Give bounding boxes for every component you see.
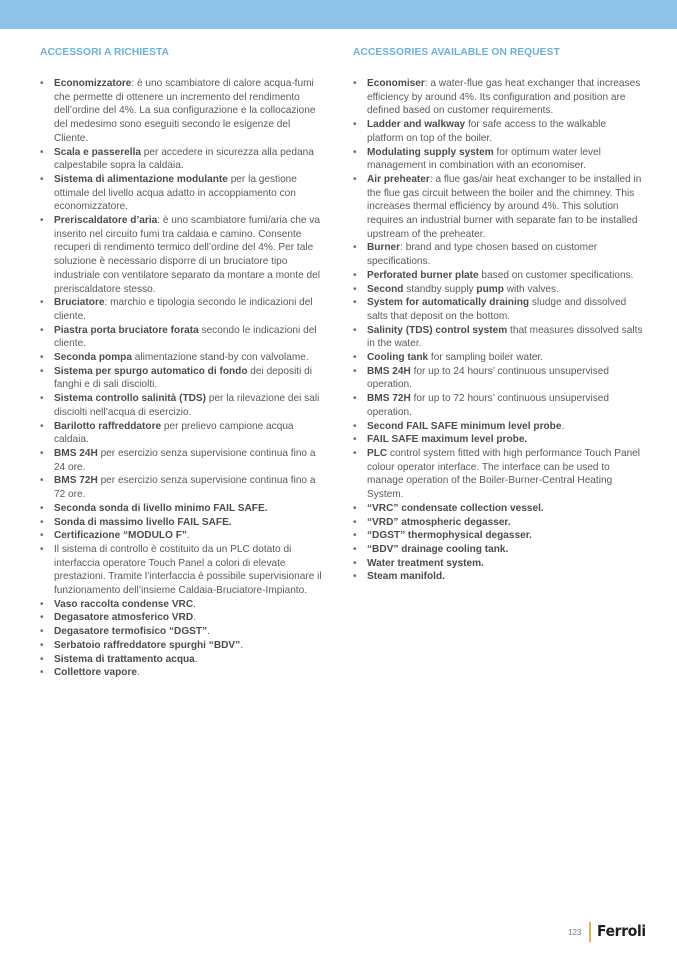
item-text: dei depositi di fanghi e di sali disciolti. (54, 365, 313, 391)
logo-accent-bar (589, 922, 591, 942)
item-bold-text: Second FAIL SAFE minimum level probe (367, 420, 562, 432)
item-text: for optimum water level management in combination with an economiser. (367, 146, 601, 172)
list-item (40, 529, 324, 543)
item-text: secondo le indicazioni del cliente. (54, 324, 317, 350)
item-bold-text: “VRC” condensate collection vessel. (367, 502, 544, 514)
list-item (40, 543, 324, 598)
item-text: sludge and dissolved salts that deposit on the bottom. (367, 297, 627, 322)
item-text: control system fitted with high performance Touch Panel colour operator interface. The interface can be used to manage operation of the Boiler-Burner-Central Heating System. (367, 447, 641, 501)
item-bold-text: Scala e passerella (54, 146, 141, 158)
item-text: : a flue gas/air heat exchanger to be installed in the flue gas circuit between the boiler and the chimney. This increases thermal efficiency by around 4%. This solution requires an industrial burner with separate fan to be installed upstream of the preheater. (367, 173, 642, 240)
list-item (353, 420, 643, 434)
item-text: that measures dissolved salts in the water. (367, 324, 643, 350)
item-text: . (186, 530, 190, 542)
item-text: : è uno scambiatore di calore acqua-fumi che permette di ottenere un incremento del rendimento dell’ordine del 4%. La sua configurazione e la collocazione del medesimo sono eseguiti secondo le esigenze del Cliente. (54, 78, 316, 144)
list-item (40, 447, 324, 474)
item-text: : marchio e tipologia secondo le indicazioni del cliente. (54, 297, 313, 322)
list-item (353, 146, 643, 173)
list-item (353, 516, 643, 530)
item-bold-text: Sistema per spurgo automatico di fondo (54, 365, 248, 377)
item-bold-text: Seconda sonda di livello minimo FAIL SAFE. (54, 502, 268, 514)
item-text: per la rilevazione dei sali disciolti nell’acqua di esercizio. (54, 393, 320, 418)
item-text: alimentazione stand-by con valvolame. (131, 352, 309, 364)
item-bold-text: Degasatore termofisico “DGST” (54, 626, 208, 638)
item-text: . (193, 612, 196, 624)
item-bold-text: Degasatore atmosferico VRD (54, 612, 194, 624)
item-bold-text: Vaso raccolta condense VRC (54, 598, 194, 610)
item-text: . (561, 420, 565, 432)
list-item (40, 598, 324, 612)
item-bold-text: “DGST” thermophysical degasser. (367, 530, 532, 542)
item-bold-text: Sistema di trattamento acqua (54, 653, 195, 665)
list-item (353, 543, 643, 557)
item-text: per esercizio senza supervisione continua fino a 24 ore. (54, 447, 316, 473)
list-item (40, 666, 324, 680)
item-text: for up to 24 hours’ continuous unsupervised operation. (367, 365, 610, 391)
item-bold-text: BMS 24H (367, 365, 411, 377)
item-bold-text: Economizzatore (54, 78, 132, 89)
list-item (40, 324, 324, 351)
list-item (353, 269, 643, 283)
italian-accessories-list (40, 77, 324, 680)
item-text: . (193, 598, 196, 610)
list-item (40, 502, 324, 516)
item-bold-text: Air preheater (367, 173, 430, 185)
item-bold-text: Salinity (TDS) control system (367, 324, 508, 336)
item-bold-text: Preriscaldatore d’aria (54, 215, 158, 227)
list-item (353, 392, 643, 419)
item-bold-text: Collettore vapore (54, 667, 138, 679)
list-item (40, 625, 324, 639)
list-item (40, 611, 324, 625)
item-bold-text: Piastra porta bruciatore forata (54, 324, 199, 336)
list-item (353, 570, 643, 584)
item-bold-text: PLC (367, 447, 388, 459)
item-text: . (207, 626, 210, 638)
list-item (353, 324, 643, 351)
list-item (353, 529, 643, 543)
item-bold-text: Water treatment system. (367, 557, 484, 569)
item-text: for sampling boiler water. (428, 352, 544, 364)
item-text: standby supply (403, 283, 477, 295)
italian-column (40, 46, 324, 680)
page-number: 123 (568, 928, 582, 937)
item-bold-text: Economiser (367, 78, 425, 89)
item-bold-text: BMS 24H (54, 447, 98, 459)
english-column (353, 46, 643, 584)
item-bold-text: Second (367, 283, 404, 295)
item-bold-text: Cooling tank (367, 352, 429, 364)
item-text: per accedere in sicurezza alla pedana calpestabile sopra la caldaia. (54, 146, 314, 172)
list-item (353, 118, 643, 145)
item-text: . (137, 667, 140, 679)
item-bold-text: Barilotto raffreddatore (54, 420, 162, 432)
list-item (40, 420, 324, 447)
item-bold-text: Ladder and walkway (367, 119, 466, 131)
item-text: for up to 72 hours’ continuous unsupervised operation. (367, 393, 610, 418)
item-text: per esercizio senza supervisione continua fino a 72 ore. (54, 475, 316, 501)
list-item (40, 365, 324, 392)
item-bold-text: Steam manifold. (367, 571, 445, 583)
item-bold-text: Seconda pompa (54, 352, 132, 364)
item-text: for safe access to the walkable platform on top of the boiler. (367, 119, 606, 144)
list-item (353, 447, 643, 502)
list-item (353, 173, 643, 242)
list-item (353, 241, 643, 268)
list-item (40, 146, 324, 173)
list-item (353, 77, 643, 118)
list-item (40, 351, 324, 365)
italian-heading: ACCESSORI A RICHIESTA (40, 47, 170, 58)
list-item (40, 516, 324, 530)
list-item (40, 173, 324, 214)
item-bold-text: Bruciatore (54, 297, 105, 309)
item-bold-text: Sistema di alimentazione modulante (54, 173, 228, 185)
header-band (0, 0, 677, 29)
item-text: : brand and type chosen based on customer specifications. (367, 242, 598, 268)
ferroli-logo: Ferroli (597, 922, 646, 940)
item-text: : a water-flue gas heat exchanger that increases efficiency by around 4%. Its configuration and position are defined based on customer requirements. (367, 78, 641, 117)
list-item (40, 77, 324, 146)
item-bold-text: Serbatoio raffreddatore spurghi “BDV” (54, 639, 241, 651)
english-accessories-list (353, 77, 643, 584)
item-bold-text: BMS 72H (54, 475, 98, 487)
item-bold-text: pump (476, 283, 504, 295)
item-bold-text: Perforated burner plate (367, 269, 479, 281)
list-item (40, 653, 324, 667)
item-text: based on customer specifications. (478, 269, 634, 281)
item-text: per la gestione ottimale del livello acqua adatto in accoppiamento con economizzatore. (54, 173, 297, 213)
item-bold-text: Sonda di massimo livello FAIL SAFE. (54, 516, 232, 528)
item-bold-text: BMS 72H (367, 393, 411, 405)
item-bold-text: “BDV” drainage cooling tank. (367, 543, 509, 555)
item-bold-text: Modulating supply system (367, 146, 494, 158)
item-bold-text: Burner (367, 242, 401, 254)
list-item (40, 639, 324, 653)
list-item (353, 502, 643, 516)
list-item (353, 283, 643, 297)
list-item (353, 433, 643, 447)
item-bold-text: Sistema controllo salinità (TDS) (54, 393, 206, 405)
item-bold-text: Certificazione “MODULO F” (54, 530, 187, 542)
item-text: : è uno scambiatore fumi/aria che va inserito nel circuito fumi tra caldaia e camino. Consente recuperi di rendimento termico dell’ordine del 4%. Per tale soluzione è necessario disporre di un bruciatore tipo industriale con ventilatore separato da montare a monte del preriscaldatore stesso. (54, 215, 320, 295)
list-item (353, 365, 643, 392)
item-bold-text: “VRD” atmospheric degasser. (367, 516, 511, 528)
list-item (40, 296, 324, 323)
list-item (40, 392, 324, 419)
english-heading: ACCESSORIES AVAILABLE ON REQUEST (353, 47, 560, 58)
item-text: . (194, 653, 198, 665)
list-item (353, 557, 643, 571)
item-text: . (240, 639, 244, 651)
list-item (40, 214, 324, 296)
item-text: Il sistema di controllo è costituito da un PLC dotato di interfaccia operatore Touch Panel a colori di elevate prestazioni. Tramite l’interfaccia è possibile supervisionare il funzionamento dell’insieme Caldaia-Bruciatore-Impianto. (54, 543, 322, 597)
item-text: per prelievo campione acqua caldaia. (54, 420, 294, 446)
item-bold-text: System for automatically draining (367, 297, 530, 309)
item-text: with valves. (503, 283, 559, 295)
list-item (353, 351, 643, 365)
list-item (353, 296, 643, 323)
list-item (40, 474, 324, 501)
item-bold-text: FAIL SAFE maximum level probe. (367, 434, 528, 446)
